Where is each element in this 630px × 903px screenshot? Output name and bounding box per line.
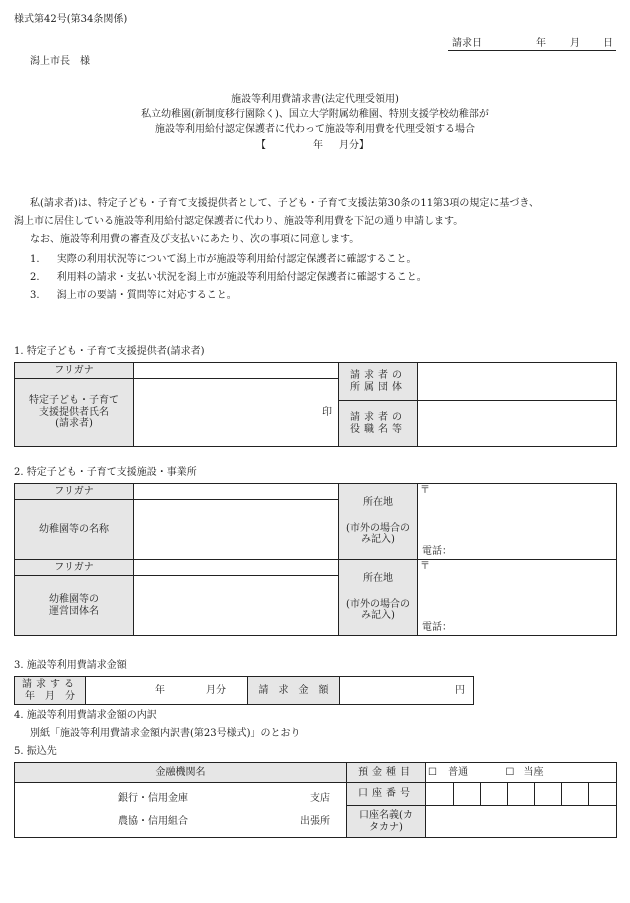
operator-name-label: 幼稚園等の 運営団体名: [15, 576, 134, 636]
facility-table: [14, 483, 617, 636]
location2-label: 所在地 (市外の場合の み記入): [339, 560, 418, 636]
requester-title-field[interactable]: [418, 401, 617, 447]
postal-mark: 〒: [420, 485, 430, 496]
amount-label: 請 求 金 額: [248, 677, 340, 705]
title-line3: 施設等利用給付認定保護者に代わって施設等利用費を代理受領する場合: [155, 124, 475, 135]
account-holder-field[interactable]: [426, 806, 617, 838]
period-year: 年: [155, 685, 165, 696]
account-digit-box[interactable]: [588, 783, 615, 805]
futsu-label: 普通: [448, 766, 469, 778]
section4-heading: 4. 施設等利用費請求金額の内訳: [14, 710, 157, 721]
intro-item-2: [30, 272, 427, 284]
request-date-month: 月: [570, 38, 580, 49]
section1-heading: 1. 特定子ども・子育て支援提供者(請求者): [14, 346, 205, 357]
intro-item-num: 1.: [30, 254, 40, 265]
location-label: 所在地 (市外の場合の み記入): [339, 484, 418, 560]
title-bracket-open: 【: [256, 140, 266, 151]
phone-label: 電話：: [422, 621, 452, 633]
intro-item-text: 実際の利用状況等について潟上市が施設等利用給付認定保護者に確認すること。: [56, 254, 417, 265]
bank-type-1: 銀行・信用金庫: [118, 793, 188, 804]
section5-heading: 5. 振込先: [14, 746, 57, 757]
provider-table: [14, 362, 617, 447]
amount-table: [14, 676, 474, 705]
form-number: 様式第42号(第34条関係): [14, 14, 128, 25]
requester-org-label: 請求者の 所属団体: [339, 363, 418, 401]
account-number-label: 口座番号: [347, 783, 426, 806]
bank-type-2: 農協・信用組合: [118, 816, 188, 827]
intro-item-text: 潟上市の要請・質問等に対応すること。: [56, 290, 237, 301]
intro-item-num: 3.: [30, 290, 40, 301]
kinder-name-label: 幼稚園等の名称: [15, 500, 134, 560]
request-date-year: 年: [536, 38, 546, 49]
intro-item-text: 利用料の請求・支払い状況を潟上市が施設等利用給付認定保護者に確認すること。: [56, 272, 427, 283]
postal-mark: 〒: [420, 561, 430, 572]
bank-branch-2: 出張所: [300, 816, 330, 827]
request-date-label: 請求日: [452, 38, 482, 49]
intro-item-num: 2.: [30, 272, 40, 283]
intro-item-1: [30, 254, 417, 266]
operator-furigana-field[interactable]: [134, 560, 339, 576]
requester-org-field[interactable]: [418, 363, 617, 401]
account-number-field[interactable]: [426, 783, 617, 806]
provider-furigana-field[interactable]: [134, 363, 339, 379]
kinder-furigana-field[interactable]: [134, 484, 339, 500]
request-date: [448, 38, 616, 51]
checkbox-futsu[interactable]: ☐: [428, 766, 437, 778]
deposit-type-field: [426, 763, 617, 783]
operator-name-field[interactable]: [134, 576, 339, 636]
provider-name-field[interactable]: [134, 379, 339, 447]
title-month: 月分】: [339, 140, 369, 151]
intro-p2: なお、施設等利用費の審査及び支払いにあたり、次の事項に同意します。: [30, 234, 360, 245]
location-field[interactable]: [418, 484, 617, 560]
seal-mark: 印: [322, 406, 332, 418]
phone-label: 電話：: [422, 545, 452, 557]
kinder-name-field[interactable]: [134, 500, 339, 560]
account-digit-box[interactable]: [507, 783, 534, 805]
furigana-label: フリガナ: [15, 363, 134, 379]
furigana-label: フリガナ: [15, 560, 134, 576]
amount-field[interactable]: [340, 677, 474, 705]
account-digit-box[interactable]: [561, 783, 588, 805]
period-label: 請求する 年 月 分: [15, 677, 86, 705]
section3-heading: 3. 施設等利用費請求金額: [14, 660, 127, 671]
period-field[interactable]: [86, 677, 248, 705]
account-digit-box[interactable]: [453, 783, 480, 805]
title-year: 年: [313, 140, 323, 151]
bank-header: 金融機関名: [15, 763, 347, 783]
location2-field[interactable]: [418, 560, 617, 636]
deposit-type-label: 預金種目: [347, 763, 426, 783]
title-line1: 施設等利用費請求書(法定代理受領用): [231, 94, 399, 105]
addressee: 潟上市長 様: [30, 56, 90, 67]
intro-item-3: [30, 290, 237, 302]
account-holder-label: 口座名義(カ タカナ): [347, 806, 426, 838]
section4-text: 別紙「施設等利用費請求金額内訳書(第23号様式)」のとおり: [30, 728, 301, 739]
yen-unit: 円: [455, 684, 465, 696]
bank-table: [14, 762, 617, 838]
furigana-label: フリガナ: [15, 484, 134, 500]
account-digit-box[interactable]: [534, 783, 561, 805]
intro-p1a: 私(請求者)は、特定子ども・子育て支援提供者として、子ども・子育て支援法第30条の11第3項の規定に基づき、: [30, 198, 540, 209]
checkbox-toza[interactable]: ☐: [505, 766, 515, 778]
period-month: 月分: [206, 685, 226, 696]
title-line2: 私立幼稚園(新制度移行園除く)、国立大学附属幼稚園、特別支援学校幼稚部が: [141, 109, 489, 120]
intro-p1b: 潟上市に居住している施設等利用給付認定保護者に代わり、施設等利用費を下記の通り申請します。: [14, 216, 464, 227]
bank-branch-1: 支店: [310, 793, 330, 804]
provider-name-label: 特定子ども・子育て 支援提供者氏名 (請求者): [15, 379, 134, 447]
section2-heading: 2. 特定子ども・子育て支援施設・事業所: [14, 467, 197, 478]
toza-label: 当座: [523, 766, 544, 778]
requester-title-label: 請求者の 役職名等: [339, 401, 418, 447]
account-digit-box[interactable]: [480, 783, 507, 805]
request-date-day: 日: [603, 38, 613, 49]
bank-name-field[interactable]: [15, 783, 347, 838]
